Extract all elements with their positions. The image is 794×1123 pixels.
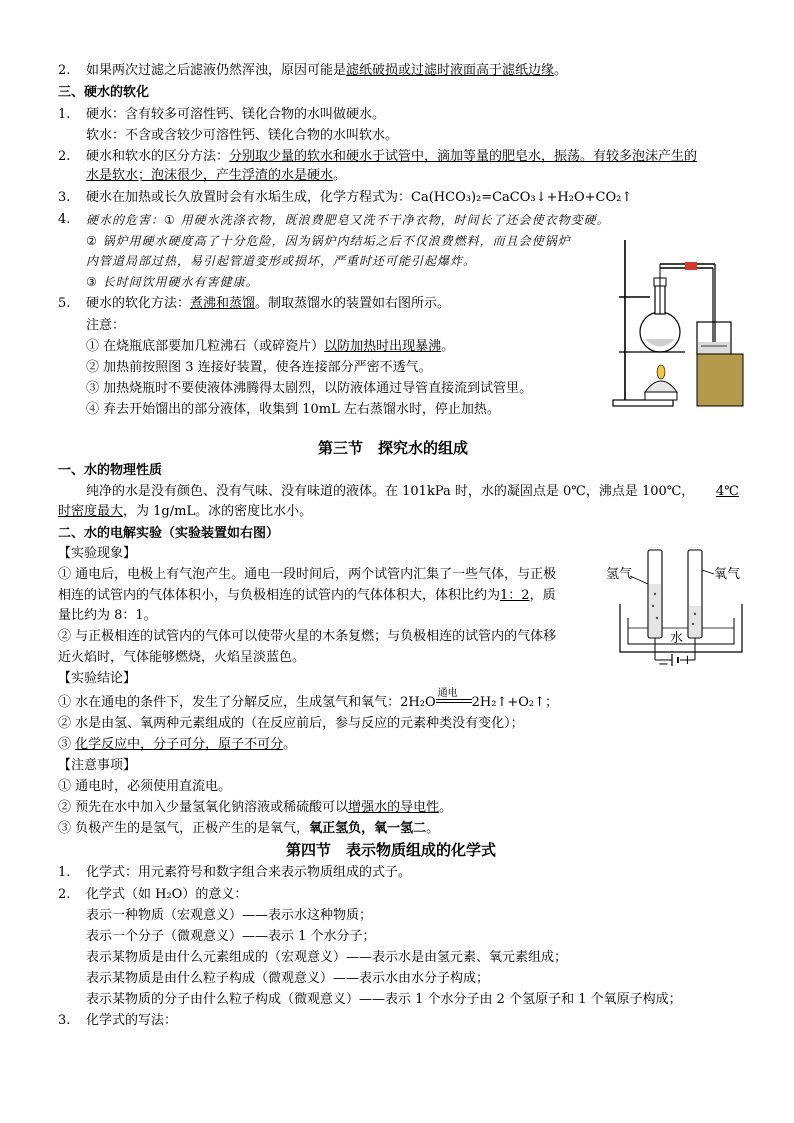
- hardwater-definition: 硬水：含有较多可溶性钙、镁化合物的水叫做硬水。: [86, 107, 386, 122]
- list-number: 3.: [58, 1013, 71, 1028]
- list-number: 3.: [58, 190, 71, 205]
- physical-property-cont: 时密度最大，为 1g/mL。冰的密度比水小。: [58, 504, 313, 519]
- list-number: 1.: [58, 107, 71, 122]
- bracket-label: 【注意事项】: [58, 758, 137, 773]
- attention-3: ③ 负极产生的是氢气，正极产生的是氧气，氧正氢负，氧一氢二。: [58, 821, 440, 836]
- phenomenon-2-cont: 近火焰时，气体能够燃烧，火焰呈淡蓝色。: [58, 650, 306, 665]
- hazard-3: ③ 长时间饮用硬水有害健康。: [86, 275, 259, 289]
- distinguish-method: 硬水和软水的区分方法：分别取少量的软水和硬水于试管中，滴加等量的肥皂水，振荡。有较多泡沫产生的: [86, 149, 698, 164]
- section-heading: 三、硬水的软化: [58, 85, 150, 100]
- water-label: 水: [670, 631, 684, 646]
- attention-2: ② 预先在水中加入少量氢氧化钠溶液或稀硫酸可以增强水的导电性。: [58, 800, 453, 815]
- hydrogen-label: 氢气: [606, 567, 633, 582]
- formula-meaning: 化学式（如 H₂O）的意义：: [86, 887, 248, 902]
- list-number: 4.: [58, 212, 71, 227]
- hazard-1: 硬水的危害：① 用硬水洗涤衣物，既浪费肥皂又洗不干净衣物，时间长了还会使衣物变硬。: [86, 213, 610, 227]
- hazard-2-cont: 内管道局部过热，易引起管道变形或损坏，严重时还可能引起爆炸。: [86, 254, 477, 268]
- softwater-definition: 软水：不含或含较少可溶性钙、镁化合物的水叫软水。: [86, 128, 399, 143]
- note-3: ③ 加热烧瓶时不要使液体沸腾得太剧烈，以防液体通过导管直接流到试管里。: [86, 381, 533, 396]
- reaction-arrow: 通电: [436, 694, 472, 712]
- section-title: 第四节 表示物质组成的化学式: [286, 841, 497, 859]
- list-number: 2.: [58, 149, 71, 164]
- phenomenon-1-cont: 相连的试管内的气体体积小，与负极相连的试管内的气体体积大，体积比约为1：2，质: [58, 588, 556, 603]
- meaning-1: 表示一种物质（宏观意义）——表示水这种物质；: [86, 908, 373, 923]
- list-number: 5.: [58, 296, 71, 311]
- oxygen-label: 氧气: [714, 567, 741, 582]
- phenomenon-1: ① 通电后，电极上有气泡产生。通电一段时间后，两个试管内汇集了一些气体，与正极: [58, 567, 557, 582]
- physical-property: 纯净的水是没有颜色、没有气味、没有味道的液体。在 101kPa 时，水的凝固点是 0℃，沸点是 100℃，: [86, 484, 695, 499]
- electrolysis-apparatus-figure: [606, 544, 752, 674]
- phenomenon-2: ② 与正极相连的试管内的气体可以使带火星的木条复燃；与负极相连的试管内的气体移: [58, 629, 557, 644]
- filter-item-2: 如果两次过滤之后滤液仍然浑浊，原因可能是滤纸破损或过滤时液面高于滤纸边缘。: [86, 63, 568, 78]
- softening-method: 硬水的软化方法：煮沸和蒸馏。制取蒸馏水的装置如右图所示。: [86, 296, 451, 311]
- chemical-equation: Ca(HCO₃)₂=CaCO₃↓+H₂O+CO₂↑: [411, 190, 633, 205]
- distinguish-method-cont: 水是软水；泡沫很少，产生浮渣的水是硬水。: [86, 168, 347, 183]
- formula-definition: 化学式：用元素符号和数字组合来表示物质组成的式子。: [86, 865, 412, 880]
- meaning-3: 表示某物质是由什么元素组成的（宏观意义）——表示水是由氢元素、氧元素组成；: [86, 950, 568, 965]
- attention-1: ① 通电时，必须使用直流电。: [58, 779, 232, 794]
- list-number: 2.: [58, 887, 71, 902]
- hazard-2: ② 锅炉用硬水硬度高了十分危险，因为锅炉内结垢之后不仅浪费燃料，而且会使锅炉: [86, 234, 571, 248]
- section-title: 第三节 探究水的组成: [318, 439, 469, 457]
- conclusion-1: ① 水在通电的条件下，发生了分解反应，生成氢气和氧气：2H₂O 通电 2H₂↑+O₂↑；: [58, 688, 558, 710]
- subsection-heading: 一、水的物理性质: [58, 463, 163, 478]
- meaning-5: 表示某物质的分子由什么粒子构成（微观意义）——表示 1 个水分子由 2 个氢原子和 1 个氧原子构成；: [86, 992, 682, 1007]
- conclusion-2: ② 水是由氢、氧两种元素组成的（在反应前后，参与反应的元素种类没有变化）；: [58, 716, 524, 731]
- meaning-4: 表示某物质是由什么粒子构成（微观意义）——表示水由水分子构成；: [86, 971, 490, 986]
- note-1: ① 在烧瓶底部要加几粒沸石（或碎瓷片）以防加热时出现暴沸。: [86, 339, 455, 354]
- formula-writing: 化学式的写法：: [86, 1013, 178, 1028]
- bracket-label: 【实验结论】: [58, 671, 137, 686]
- bracket-label: 【实验现象】: [58, 546, 137, 561]
- key-answer: 滤纸破损或过滤时液面高于滤纸边缘: [346, 63, 555, 78]
- note-4: ④ 弃去开始馏出的部分液体，收集到 10mL 左右蒸馏水时，停止加热。: [86, 402, 500, 417]
- phenomenon-1-end: 量比约为 8：1。: [58, 608, 157, 623]
- key-answer: 4℃: [716, 484, 739, 499]
- negative-terminal-label: −: [658, 657, 669, 672]
- meaning-2: 表示一个分子（微观意义）——表示 1 个水分子；: [86, 929, 376, 944]
- conclusion-3: ③ 化学反应中，分子可分，原子不可分。: [58, 737, 297, 752]
- list-number: 2.: [58, 63, 71, 78]
- note-label: 注意：: [86, 318, 126, 333]
- note-2: ② 加热前按照图 3 连接好装置，使各连接部分严密不透气。: [86, 360, 432, 375]
- subsection-heading: 二、水的电解实验（实验装置如右图）: [58, 526, 280, 541]
- scale-equation: 硬水在加热或长久放置时会有水垢生成，化学方程式为：Ca(HCO₃)₂=CaCO₃↓+H₂O+CO₂↑: [86, 190, 633, 205]
- positive-terminal-label: +: [682, 653, 693, 668]
- list-number: 1.: [58, 865, 71, 880]
- distillation-apparatus-figure: [605, 232, 750, 410]
